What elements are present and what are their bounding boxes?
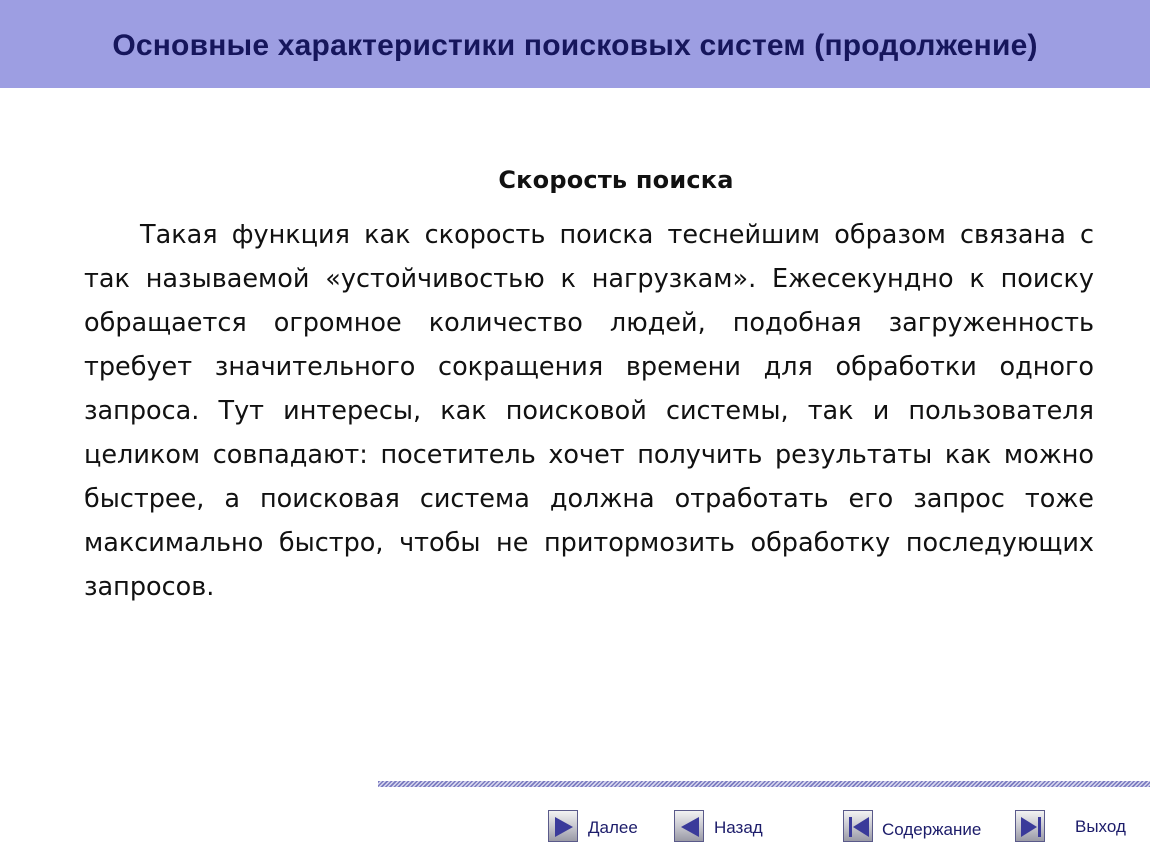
back-label: Назад bbox=[714, 818, 763, 837]
section-heading: Скорость поиска bbox=[498, 166, 734, 194]
skip-to-start-icon bbox=[843, 810, 873, 842]
contents-label: Содержание bbox=[882, 820, 982, 839]
exit-label: Выход bbox=[1075, 817, 1126, 836]
next-label: Далее bbox=[588, 818, 638, 837]
contents-button[interactable] bbox=[843, 808, 1003, 846]
exit-button[interactable] bbox=[1015, 808, 1140, 846]
play-right-icon bbox=[548, 810, 578, 842]
body-paragraph: Такая функция как скорость поиска теснейшим образом связана с так называемой «устойчивостью к нагрузкам». Ежесекундно к поиску обращается огромное количество людей, подобная загруженность требует значительного сокращения времени для обработки одного запроса. Тут интересы, как поисковой системы, так и пользователя целиком совпадают: посетитель хочет получить результаты как можно быстрее, а поисковая система должна отработать его запрос тоже максимально быстро, чтобы не притормозить обработку последующих запросов. bbox=[84, 220, 1094, 602]
header-bar bbox=[0, 0, 1150, 88]
slide-title: Основные характеристики поисковых систем (продолжение) bbox=[112, 29, 1038, 62]
skip-to-end-icon bbox=[1015, 810, 1045, 842]
play-left-icon bbox=[674, 810, 704, 842]
back-button[interactable] bbox=[674, 808, 774, 846]
divider-line bbox=[378, 781, 1150, 787]
next-button[interactable] bbox=[548, 808, 648, 846]
